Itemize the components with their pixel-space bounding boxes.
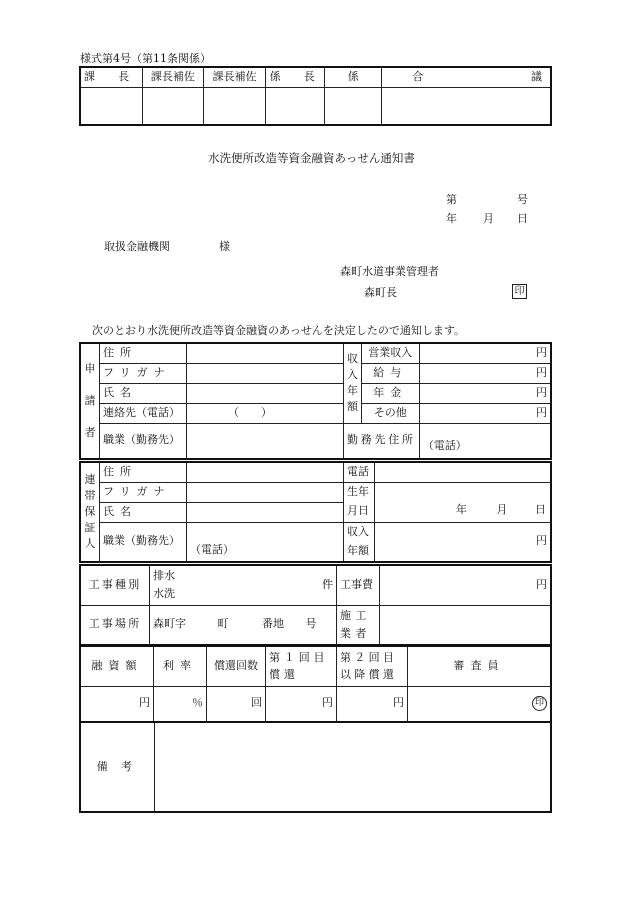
work-type-label: 工事種別 <box>80 565 150 605</box>
approval-cell[interactable] <box>204 87 266 125</box>
applicant-employer-address-label: 勤務先住所 <box>344 423 420 459</box>
loan-second-field[interactable]: 円 <box>337 686 408 722</box>
applicant-contact-label: 連絡先（電話） <box>100 403 187 423</box>
approval-header-hosa1: 課長補佐 <box>142 67 203 87</box>
applicant-furigana-label: フリガナ <box>100 363 187 383</box>
approval-table <box>79 66 552 126</box>
addressee-sama: 様 <box>219 240 230 253</box>
approval-header-aigi: 合 議 <box>382 67 551 87</box>
loan-count-field[interactable]: 回 <box>207 686 266 722</box>
addressee-name: 取扱金融機関 <box>104 240 170 253</box>
approval-cell[interactable] <box>142 87 203 125</box>
applicant-name-field[interactable] <box>187 383 344 403</box>
income-section-label: 収 入 年 額 <box>344 343 362 423</box>
approval-cell[interactable] <box>80 87 142 125</box>
loan-examiner-label: 審査員 <box>408 646 552 686</box>
work-contractor-field[interactable] <box>380 605 552 645</box>
loan-rate-field[interactable]: ％ <box>154 686 207 722</box>
remarks-table <box>79 721 552 813</box>
loan-count-label: 償還回数 <box>207 646 266 686</box>
guarantor-furigana-label: フリガナ <box>100 482 187 502</box>
work-contractor-label: 施工 業者 <box>337 605 380 645</box>
income-salary-label: 給与 <box>361 363 419 383</box>
document-title: 水洗便所改造等資金融資あっせん通知書 <box>208 151 415 165</box>
guarantor-birth-field[interactable]: 年 月 日 <box>375 482 552 522</box>
applicant-address-field[interactable] <box>187 343 344 363</box>
remarks-label: 備考 <box>80 722 155 812</box>
applicant-occupation-field[interactable] <box>187 423 344 459</box>
work-place-field[interactable]: 森町字 町 番地 号 <box>150 605 337 645</box>
guarantor-phone-label: 電話 <box>344 462 375 482</box>
doc-no-go: 号 <box>517 193 528 206</box>
issuer-mayor: 森町長 <box>364 286 397 299</box>
guarantor-birth-label: 生年 月日 <box>344 482 375 522</box>
examiner-seal-icon: 印 <box>532 696 547 711</box>
income-pension-label: 年金 <box>361 383 419 403</box>
guarantor-occupation-label: 職業（勤務先） <box>100 522 187 562</box>
approval-header-hosa2: 課長補佐 <box>204 67 266 87</box>
doc-no-dai: 第 <box>446 193 457 206</box>
approval-header-kakaricho: 係 長 <box>266 67 325 87</box>
approval-cell[interactable] <box>382 87 551 125</box>
intro-text: 次のとおり水洗便所改造等資金融資のあっせんを決定したので通知します。 <box>92 324 466 337</box>
loan-table <box>79 645 552 723</box>
applicant-employer-address-field[interactable]: （電話） <box>419 423 551 459</box>
approval-header-kacho: 課 長 <box>80 67 142 87</box>
guarantor-furigana-field[interactable] <box>187 482 344 502</box>
applicant-furigana-field[interactable] <box>187 363 344 383</box>
guarantor-name-label: 氏名 <box>100 502 187 522</box>
approval-cell[interactable] <box>266 87 325 125</box>
doc-date-day: 日 <box>517 212 528 225</box>
income-salary-field[interactable]: 円 <box>419 363 551 383</box>
doc-date-year: 年 <box>446 212 457 225</box>
guarantor-section-label: 連 帯 保 証 人 <box>80 462 100 562</box>
applicant-occupation-label: 職業（勤務先） <box>100 423 187 459</box>
loan-examiner-field[interactable] <box>408 686 552 722</box>
income-other-label: その他 <box>361 403 419 423</box>
guarantor-occupation-field[interactable]: （電話） <box>187 522 344 562</box>
applicant-name-label: 氏名 <box>100 383 187 403</box>
guarantor-phone-field[interactable] <box>375 462 552 482</box>
approval-header-kakari: 係 <box>325 67 382 87</box>
guarantor-address-field[interactable] <box>187 462 344 482</box>
issuer-title: 森町水道事業管理者 <box>340 265 439 278</box>
applicant-table <box>79 342 552 460</box>
guarantor-income-label: 収入 年額 <box>344 522 375 562</box>
applicant-section-label: 申 請 者 <box>80 343 100 459</box>
remarks-field[interactable] <box>155 722 552 812</box>
doc-date-month: 月 <box>483 212 494 225</box>
work-type-field[interactable]: 排水 件 水洗 <box>150 565 337 605</box>
income-sales-label: 営業収入 <box>361 343 419 363</box>
applicant-contact-field[interactable]: （ ） <box>187 403 344 423</box>
loan-amount-field[interactable]: 円 <box>80 686 154 722</box>
guarantor-address-label: 住所 <box>100 462 187 482</box>
issuer-seal-icon: 印 <box>512 284 527 299</box>
form-number: 様式第4号（第11条関係） <box>80 52 211 65</box>
approval-cell[interactable] <box>325 87 382 125</box>
work-cost-field[interactable]: 円 <box>380 565 552 605</box>
loan-first-label: 第１回目 償還 <box>266 646 337 686</box>
loan-first-field[interactable]: 円 <box>266 686 337 722</box>
work-place-label: 工事場所 <box>80 605 150 645</box>
guarantor-income-field[interactable]: 円 <box>375 522 552 562</box>
income-pension-field[interactable]: 円 <box>419 383 551 403</box>
loan-amount-label: 融資額 <box>80 646 154 686</box>
loan-rate-label: 利率 <box>154 646 207 686</box>
work-table <box>79 564 552 646</box>
work-cost-label: 工事費 <box>337 565 380 605</box>
guarantor-table <box>79 461 552 563</box>
guarantor-name-field[interactable] <box>187 502 344 522</box>
loan-second-label: 第２回目 以降償還 <box>337 646 408 686</box>
applicant-address-label: 住所 <box>100 343 187 363</box>
income-other-field[interactable]: 円 <box>419 403 551 423</box>
income-sales-field[interactable]: 円 <box>419 343 551 363</box>
